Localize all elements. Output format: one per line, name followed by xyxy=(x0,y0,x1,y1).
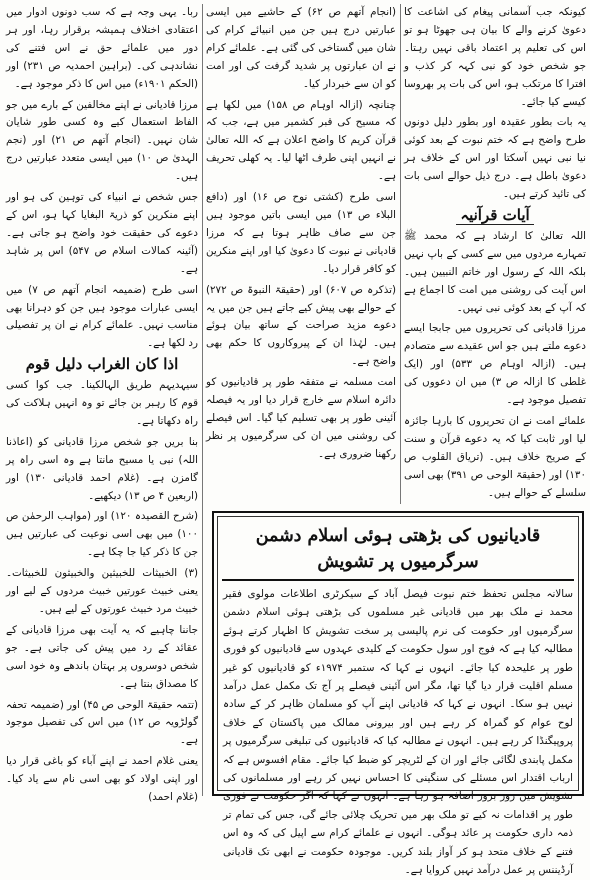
article-paragraph: (انجام آتھم ص ۶۲) کے حاشیے میں ایسی عبارتیں درج ہیں جن میں انبیائے کرام کی شان میں گستاخی کی گئی ہے۔ علمائے کرام نے ان عبارتوں پر شدید گرفت کی اور امت کو ان سے خبردار کیا۔ xyxy=(206,6,396,90)
article-paragraph: اللہ تعالیٰ کا ارشاد ہے کہ محمد ﷺ تمہارے مردوں میں سے کسی کے باپ نہیں بلکہ اللہ کے رسول اور خاتم النبیین ہیں۔ اس آیت کی روشنی میں امت کا اجماع ہے کہ آپ کے بعد کوئی نبی نہیں۔ xyxy=(404,229,586,314)
article-paragraph: مرزا قادیانی نے اپنے مخالفین کے بارے میں جو الفاظ استعمال کیے وہ کسی طور شایان شان نہیں۔ (انجام آتھم ص ۲۱) اور (نجم الہدیٰ ص ۱۰) میں ایسی متعدد عبارتیں درج ہیں۔ xyxy=(6,98,198,183)
article-paragraph: کیونکہ جب آسمانی پیغام کی اشاعت کا دعویٰ کرنے والے کا بیان ہی جھوٹا ہو تو اس کی تعلیم پر اعتماد باقی نہیں رہتا۔ جو شخص خود کو نبی کہہ کر کذب و افترا کا مرتکب ہو، اس کی بات پر بھروسا کیسے کیا جائے۔ xyxy=(404,6,586,108)
news-clipping-box xyxy=(212,511,584,877)
column-divider xyxy=(202,4,203,796)
article-paragraph: یعنی غلام احمد نے اپنے آباء کو باغی قرار دیا اور اپنی اولاد کو بھی اسی نام سے یاد کیا۔ (غلام احمد) xyxy=(6,755,198,804)
news-body: سالانہ مجلس تحفظ ختم نبوت فیصل آباد کے سیکرٹری اطلاعات مولوی فقیر محمد نے ملک بھر میں قادیانی غیر مسلموں کی بڑھتی ہوئی اسلام دشمن سرگرمیوں اور حکومت کی نرم پالیسی پر سخت تشویش کا اظہار کرتے ہوئے مطالبہ کیا ہے کہ فوج اور سول حکومت کے کلیدی عہدوں سے قادیانیوں کو فوری طور پر علیحدہ کیا جائے۔ انہوں نے کہا کہ ستمبر ۱۹۷۴ء کو قادیانیوں کو غیر مسلم اقلیت قرار دیا گیا تھا، مگر اس آئینی فیصلے پر آج تک مکمل عمل درآمد نہیں ہو سکا۔ انہوں نے کہا کہ قادیانی اپنے آپ کو مسلمان ظاہر کر کے سادہ لوح عوام کو گمراہ کر رہے ہیں اور بیرونی ممالک میں پاکستان کے خلاف پروپیگنڈا کر رہے ہیں۔ انہوں نے مطالبہ کیا کہ قادیانیوں کی تبلیغی سرگرمیوں پر مکمل پابندی لگائی جائے اور ان کے لٹریچر کو ضبط کیا جائے۔ مقام افسوس ہے کہ ارباب اقتدار اس مسئلے کی سنگینی کا احساس نہیں کر رہے اور مسلمانوں کی تشویش میں روز بروز اضافہ ہو رہا ہے۔ انہوں نے کہا کہ اگر حکومت نے فوری طور پر اقدامات نہ کیے تو ملک بھر میں تحریک چلائی جائے گی، جس کی تمام تر ذمہ داری حکومت پر عائد ہوگی۔ انہوں نے علمائے کرام سے اپیل کی کہ وہ اس فتنے کے خلاف متحد ہو کر آواز بلند کریں۔ موجودہ حکومت نے ابھی تک قادیانی آرڈیننس پر عمل درآمد نہیں کروایا ہے۔ xyxy=(223,588,573,877)
right-column xyxy=(404,4,586,509)
article-paragraph: مرزا قادیانی کی تحریروں میں جابجا ایسے دعوے ملتے ہیں جو اس عقیدے سے متصادم ہیں۔ (ازالہ اوہام ص ۵۳۳) اور (ایک غلطی کا ازالہ ص ۳) میں ان دعووں کی تفصیل موجود ہے۔ xyxy=(404,322,586,407)
article-paragraph: جاننا چاہیے کہ یہ آیت بھی مرزا قادیانی کے عقائد کے رد میں پیش کی جاتی ہے۔ جو شخص دوسروں پر بہتان باندھے وہ خود اسی کا مصداق بنتا ہے۔ xyxy=(6,623,198,690)
article-paragraph: چنانچہ (ازالہ اوہام ص ۱۵۸) میں لکھا ہے کہ مسیح کی قبر کشمیر میں ہے، جب کہ قرآن کریم کا واضح اعلان ہے کہ اللہ تعالیٰ نے انہیں اپنی طرف اٹھا لیا۔ یہ کھلی تحریف ہے۔ xyxy=(206,98,396,183)
article-paragraph: (۳) الخبیثات للخبیثین والخبیثون للخبیثات۔ یعنی خبیث عورتیں خبیث مردوں کے لیے اور خبیث مرد خبیث عورتوں کے لیے ہیں۔ xyxy=(6,567,198,615)
article-paragraph: اسی طرح (کشتی نوح ص ۱۶) اور (دافع البلاء ص ۱۳) میں ایسی باتیں موجود ہیں جن سے صاف ظاہر ہوتا ہے کہ مرزا قادیانی نے نبوت کا دعویٰ کیا اور اپنے منکرین کو کافر قرار دیا۔ xyxy=(206,191,396,275)
heading-text: اذا کان الغراب دلیل قوم xyxy=(25,355,179,374)
article-paragraph: علمائے امت نے ان تحریروں کا بارہا جائزہ لیا اور ثابت کیا کہ یہ دعوے قرآن و سنت کے صریح خلاف ہیں۔ (تریاق القلوب ص ۱۳۰) اور (حقیقۃ الوحی ص ۳۹۱) بھی اسی سلسلے کے حوالے ہیں۔ xyxy=(404,414,586,499)
article-paragraph: یہ بات بطور عقیدہ اور بطور دلیل دونوں طرح واضح ہے کہ ختم نبوت کے بعد کوئی نیا نبی نہیں آسکتا اور اس کے خلاف ہر دعویٰ باطل ہے۔ درج ذیل حوالے اسی بات کی تائید کرتے ہیں۔ xyxy=(404,116,586,201)
article-paragraph: (شرح القصیدہ ۱۲۰) اور (مواہب الرحمٰن ص ۱۰۰) میں بھی اسی نوعیت کی عبارتیں ہیں جن کا ذکر کیا جا چکا ہے۔ xyxy=(6,510,199,559)
article-paragraph: امت مسلمہ نے متفقہ طور پر قادیانیوں کو دائرہ اسلام سے خارج قرار دیا اور یہ فیصلہ آئینی طور پر بھی تسلیم کیا گیا۔ اس فیصلے کی روشنی میں ان کی سرگرمیوں پر نظر رکھنا ضروری ہے۔ xyxy=(206,376,396,460)
article-paragraph: ربا۔ یہی وجہ ہے کہ سب دونوں ادوار میں اعتقادی اختلاف ہمیشہ برقرار رہا، اور ہر دور میں علمائے حق نے اس فتنے کی نشاندہی کی۔ (براہین احمدیہ ص ۲۳۱) اور (الحکم ۱۹۰۱ء) میں اس کا ذکر موجود ہے۔ xyxy=(6,6,198,90)
section-heading xyxy=(404,207,586,225)
article-paragraph: اسی طرح (ضمیمہ انجام آتھم ص ۷) میں ایسی عبارات موجود ہیں جن کو دہرانا بھی مناسب نہیں۔ علمائے کرام نے ان پر تفصیلی رد لکھا ہے۔ xyxy=(6,283,198,350)
left-column xyxy=(6,4,199,804)
article-paragraph: (تذکرہ ص ۶۰۷) اور (حقیقۃ النبوۃ ص ۲۷۲) کے حوالے بھی پیش کیے جاتے ہیں جن میں یہ دعوے مزید صراحت کے ساتھ بیان ہوئے ہیں۔ لہٰذا ان کے پیروکاروں کا حکم بھی واضح ہے۔ xyxy=(206,283,396,368)
article-paragraph: (تتمہ حقیقۃ الوحی ص ۴۵) اور (ضمیمہ تحفہ گولڑویہ ص ۱۲) میں اس کی تفصیل موجود ہے۔ xyxy=(6,698,198,747)
heading-text: آیات قرآنیہ xyxy=(456,206,533,225)
article-paragraph: جس شخص نے انبیاء کی توہین کی ہو اور اپنے منکرین کو ذریۃ البغایا کہا ہو، اس کے دعوے کی حقیقت خود واضح ہو جاتی ہے۔ (آئینہ کمالات اسلام ص ۵۴۷) اس پر شاہد ہے۔ xyxy=(6,191,198,275)
article-paragraph: سیہدیہم طریق الہالکینا۔ جب کوا کسی قوم کا رہبر بن جائے تو وہ انہیں ہلاکت کی راہ دکھاتا ہے۔ xyxy=(6,379,198,427)
verse-heading xyxy=(6,356,198,374)
news-headline: قادیانیوں کی بڑھتی ہوئی اسلام دشمن سرگرمیوں پر تشویش xyxy=(222,523,574,581)
middle-column xyxy=(206,4,396,494)
article-paragraph: بنا بریں جو شخص مرزا قادیانی کو (اعاذنا اللہ) نبی یا مسیح مانتا ہے وہ اسی راہ پر گامزن ہے۔ (غلام احمد قادیانی ۱۳۰) اور (اربعین ۴ ص ۱۳) دیکھیے۔ xyxy=(6,435,198,502)
column-divider xyxy=(400,4,401,504)
